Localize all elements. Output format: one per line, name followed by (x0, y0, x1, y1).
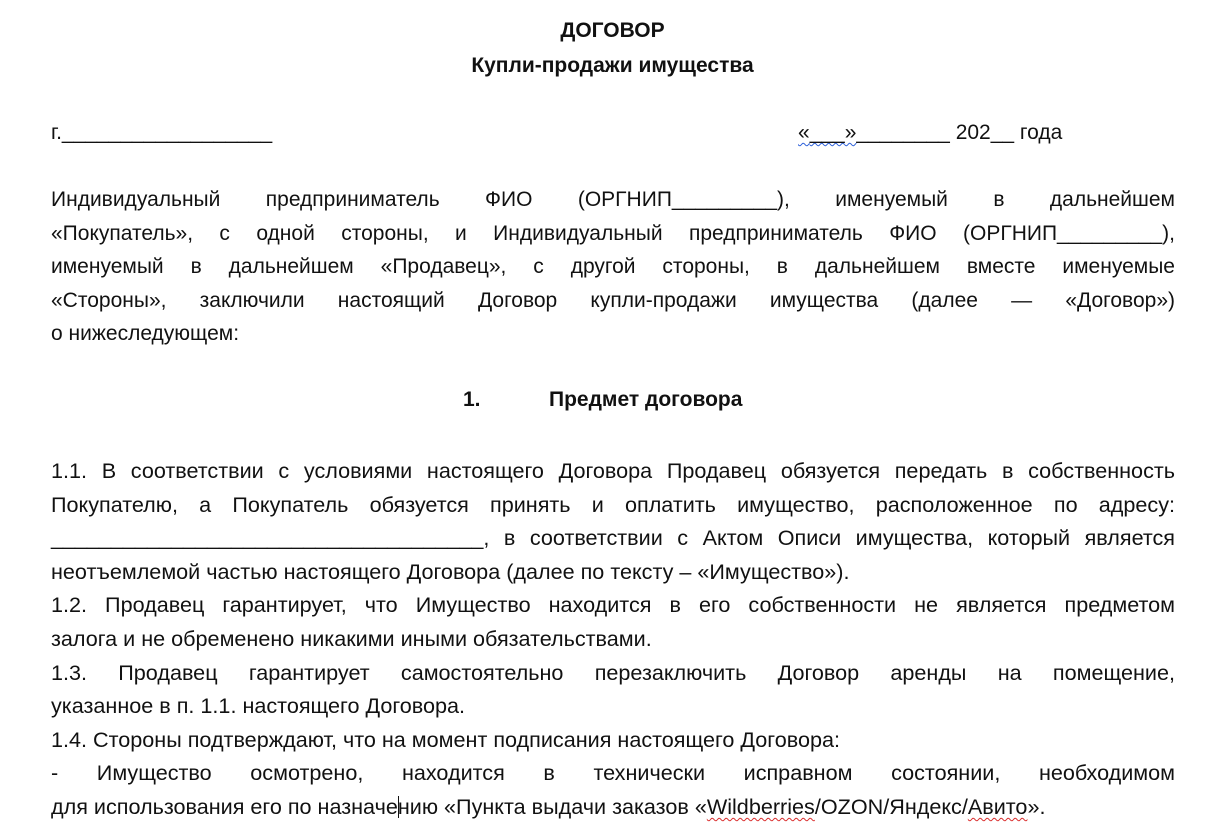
section-title: Предмет договора (549, 388, 743, 411)
section-number: 1. (463, 388, 481, 411)
date-rest: ________ 202__ года (856, 121, 1063, 144)
intro-line: о нижеследующем: (51, 322, 240, 346)
final-text-before-cursor: для использования его по назначе (51, 793, 398, 819)
clause-line-final (51, 790, 1175, 824)
slash: / (814, 793, 821, 819)
clause-line: 1.4. Стороны подтверждают, что на момент подписания настоящего Договора: (51, 726, 840, 752)
date-open-quote: « (798, 121, 810, 144)
date-field (798, 119, 1062, 147)
brand-wildberries: Wildberries (706, 793, 815, 819)
clause-line: залога и не обременено никакими иными обязательствами. (51, 625, 652, 651)
intro-line: Индивидуальный предприниматель ФИО (ОРГНИП_________), именуемый в дальнейшем (51, 188, 1175, 211)
clause-line: 1.3. Продавец гарантирует самостоятельно перезаключить Договор аренды на помещение, (51, 659, 1175, 685)
date-day-blank: ___ (809, 121, 845, 144)
clause-line: 1.1. В соответствии с условиями настоящего Договора Продавец обязуется передать в собственность (51, 458, 1175, 483)
final-text-end: ». (1027, 793, 1046, 819)
clauses-block (51, 454, 1175, 824)
brand-yandex: Яндекс (889, 793, 962, 819)
city-field: г.__________________ (51, 121, 273, 144)
place-date-line (51, 119, 1175, 147)
intro-line: «Покупатель», с одной стороны, и Индивидуальный предприниматель ФИО (ОРГНИП_________), (51, 221, 1175, 245)
intro-line: «Стороны», заключили настоящий Договор купли-продажи имущества (далее — «Договор») (51, 288, 1175, 312)
brand-avito: Авито (967, 793, 1028, 819)
intro-line: именуемый в дальнейшем «Продавец», с другой стороны, в дальнейшем вместе именуемые (51, 255, 1175, 279)
final-text-after-cursor: нию «Пункта выдачи заказов « (397, 793, 707, 819)
clause-line: ____________________________________, в соответствии с Актом Описи имущества, который является (51, 525, 1175, 551)
clause-line: Покупателю, а Покупатель обязуется принять и оплатить имущество, расположенное по адресу: (51, 491, 1175, 517)
clause-line: - Имущество осмотрено, находится в технически исправном состоянии, необходимом (51, 760, 1175, 786)
document-title: ДОГОВОР (560, 19, 665, 42)
intro-paragraph (51, 183, 1175, 351)
clause-line: 1.2. Продавец гарантирует, что Имущество находится в его собственности не является предметом (51, 592, 1175, 618)
document-subtitle: Купли-продажи имущества (471, 54, 754, 77)
date-close-quote: » (844, 121, 857, 144)
clause-line: неотъемлемой частью настоящего Договора (далее по тексту – «Имущество»). (51, 558, 850, 584)
brand-ozon: OZON (820, 793, 884, 819)
section-heading (0, 385, 1211, 415)
slash: / (883, 793, 890, 819)
slash: / (961, 793, 968, 819)
clause-line: указанное в п. 1.1. настоящего Договора. (51, 693, 466, 719)
